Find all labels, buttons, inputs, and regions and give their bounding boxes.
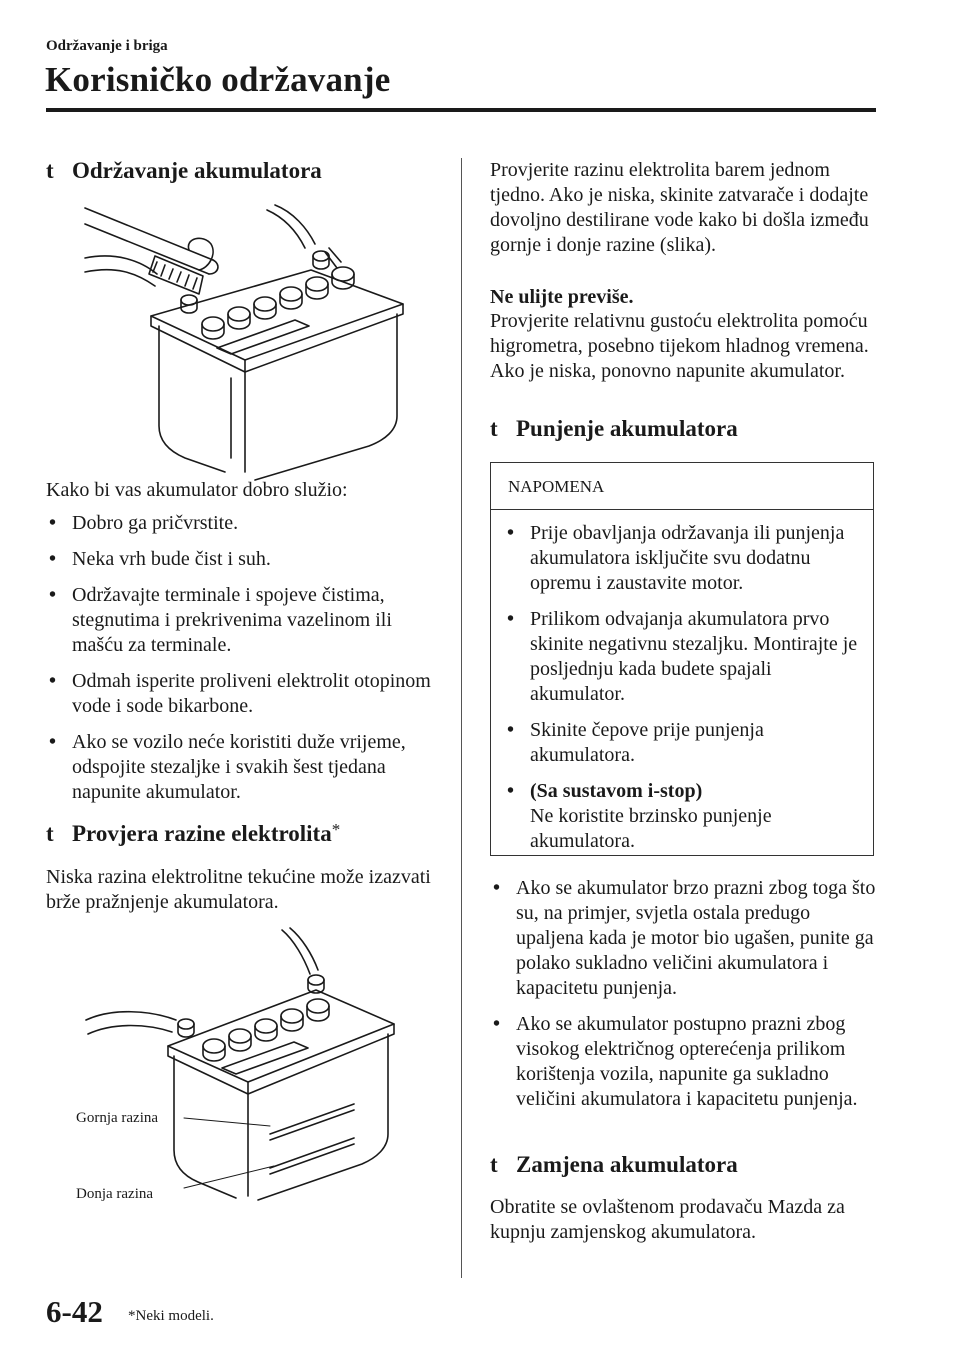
note-title: NAPOMENA — [508, 477, 605, 496]
istop-label: (Sa sustavom i-stop) — [530, 780, 703, 802]
list-item-text: Održavajte terminale i spojeve čistima, stegnutima i prekrivenima vazelinom ili mašću za terminale. — [72, 584, 392, 656]
list-item — [46, 583, 441, 658]
list-item-text: Ako se vozilo neće koristiti duže vrijeme, odspojite stezaljke i svakih šest tjedana napunite akumulator. — [72, 731, 406, 803]
label-upper-level: Gornja razina — [76, 1110, 159, 1126]
heading-maintenance-text: Održavanje akumulatora — [72, 158, 322, 183]
note-header — [491, 463, 873, 510]
list-item-text: Ako se akumulator brzo prazni zbog toga što su, na primjer, svjetla ostala predugo upaljena kada je motor bio ugašen, punite ga polako sukladno veličini akumulatora i kapacitetu punjenja. — [516, 877, 876, 999]
list-item — [490, 876, 876, 1001]
label-lower-level: Donja razina — [76, 1186, 154, 1202]
bullet-glyph: • — [49, 584, 57, 606]
list-item-text: Prilikom odvajanja akumulatora prvo skinite negativnu stezaljku. Montirajte je posljednju kada budete spajali akumulator. — [530, 608, 858, 705]
battery-cleaning-illustration — [85, 200, 415, 470]
istop-text: Ne koristite brzinsko punjenje akumulatora. — [530, 805, 772, 852]
heading-maintenance — [46, 158, 441, 184]
heading-replacement-text: Zamjena akumulatora — [516, 1152, 738, 1177]
battery-electrolyte-level-illustration — [72, 928, 402, 1208]
list-item — [46, 669, 441, 719]
bullet-glyph: • — [507, 780, 515, 802]
list-item-text: Dobro ga pričvrstite. — [72, 512, 239, 534]
bullet-glyph: • — [507, 522, 515, 544]
list-item-text: Skinite čepove prije punjenja akumulatora. — [530, 719, 764, 766]
charging-bullet-list — [490, 876, 876, 1123]
column-divider — [461, 158, 462, 1278]
list-item-text: Ako se akumulator postupno prazni zbog visokog električnog opterećenja prilikom korištenja vozila, napunite ga sukladno veličini akumulatora i kapacitetu punjenja. — [516, 1013, 858, 1110]
optional-model-mark: * — [331, 820, 341, 839]
list-item — [504, 607, 865, 707]
heading-charging-text: Punjenje akumulatora — [516, 416, 738, 441]
section-marker: t — [490, 416, 498, 441]
list-item — [504, 521, 865, 596]
bullet-glyph: • — [493, 1013, 501, 1035]
note-box — [490, 462, 874, 856]
title-rule — [46, 108, 876, 112]
list-item-text: Odmah isperite proliveni elektrolit otopinom vode i sode bikarbone. — [72, 670, 431, 717]
bullet-glyph: • — [507, 719, 515, 741]
list-item-text: Neka vrh bude čist i suh. — [72, 548, 271, 570]
warning-do-not-overfill: Ne ulijte previše. — [490, 286, 634, 308]
hydrometer-paragraph: Provjerite relativnu gustoću elektrolita pomoću higrometra, posebno tijekom hladnog vremena. Ako je niska, ponovno napunite akumulator. — [490, 310, 869, 382]
footnote: *Neki modeli. — [128, 1308, 214, 1324]
bullet-glyph: • — [49, 670, 57, 692]
heading-electrolyte — [46, 820, 441, 847]
page-title: Korisničko održavanje — [45, 60, 391, 99]
maintenance-intro: Kako bi vas akumulator dobro služio: — [46, 479, 348, 501]
heading-electrolyte-text: Provjera razine elektrolita — [72, 821, 332, 846]
bullet-glyph: • — [49, 731, 57, 753]
section-marker: t — [490, 1152, 498, 1177]
heading-charging — [490, 416, 876, 442]
electrolyte-intro: Niska razina elektrolitne tekućine može izazvati brže pražnjenje akumulatora. — [46, 866, 431, 913]
bullet-glyph: • — [49, 512, 57, 534]
list-item — [46, 547, 441, 572]
note-list — [504, 521, 865, 865]
maintenance-bullet-list — [46, 511, 441, 816]
list-item — [490, 1012, 876, 1112]
list-item — [504, 718, 865, 768]
list-item — [504, 779, 865, 854]
section-marker: t — [46, 821, 54, 846]
list-item — [46, 730, 441, 805]
breadcrumb: Održavanje i briga — [46, 38, 168, 54]
list-item-text: Prije obavljanja održavanja ili punjenja akumulatora isključite svu dodatnu opremu i zaustavite motor. — [530, 522, 845, 594]
list-item — [46, 511, 441, 536]
bullet-glyph: • — [507, 608, 515, 630]
electrolyte-check-paragraph: Provjerite razinu elektrolita barem jednom tjedno. Ako je niska, skinite zatvarače i dodajte dovoljno destilirane vode kako bi došla između gornje i donje razine (slika). — [490, 159, 869, 256]
section-marker: t — [46, 158, 54, 183]
bullet-glyph: • — [49, 548, 57, 570]
bullet-glyph: • — [493, 877, 501, 899]
page-number: 6-42 — [46, 1294, 103, 1329]
replacement-text: Obratite se ovlaštenom prodavaču Mazda za kupnju zamjenskog akumulatora. — [490, 1196, 845, 1243]
heading-replacement — [490, 1152, 876, 1178]
